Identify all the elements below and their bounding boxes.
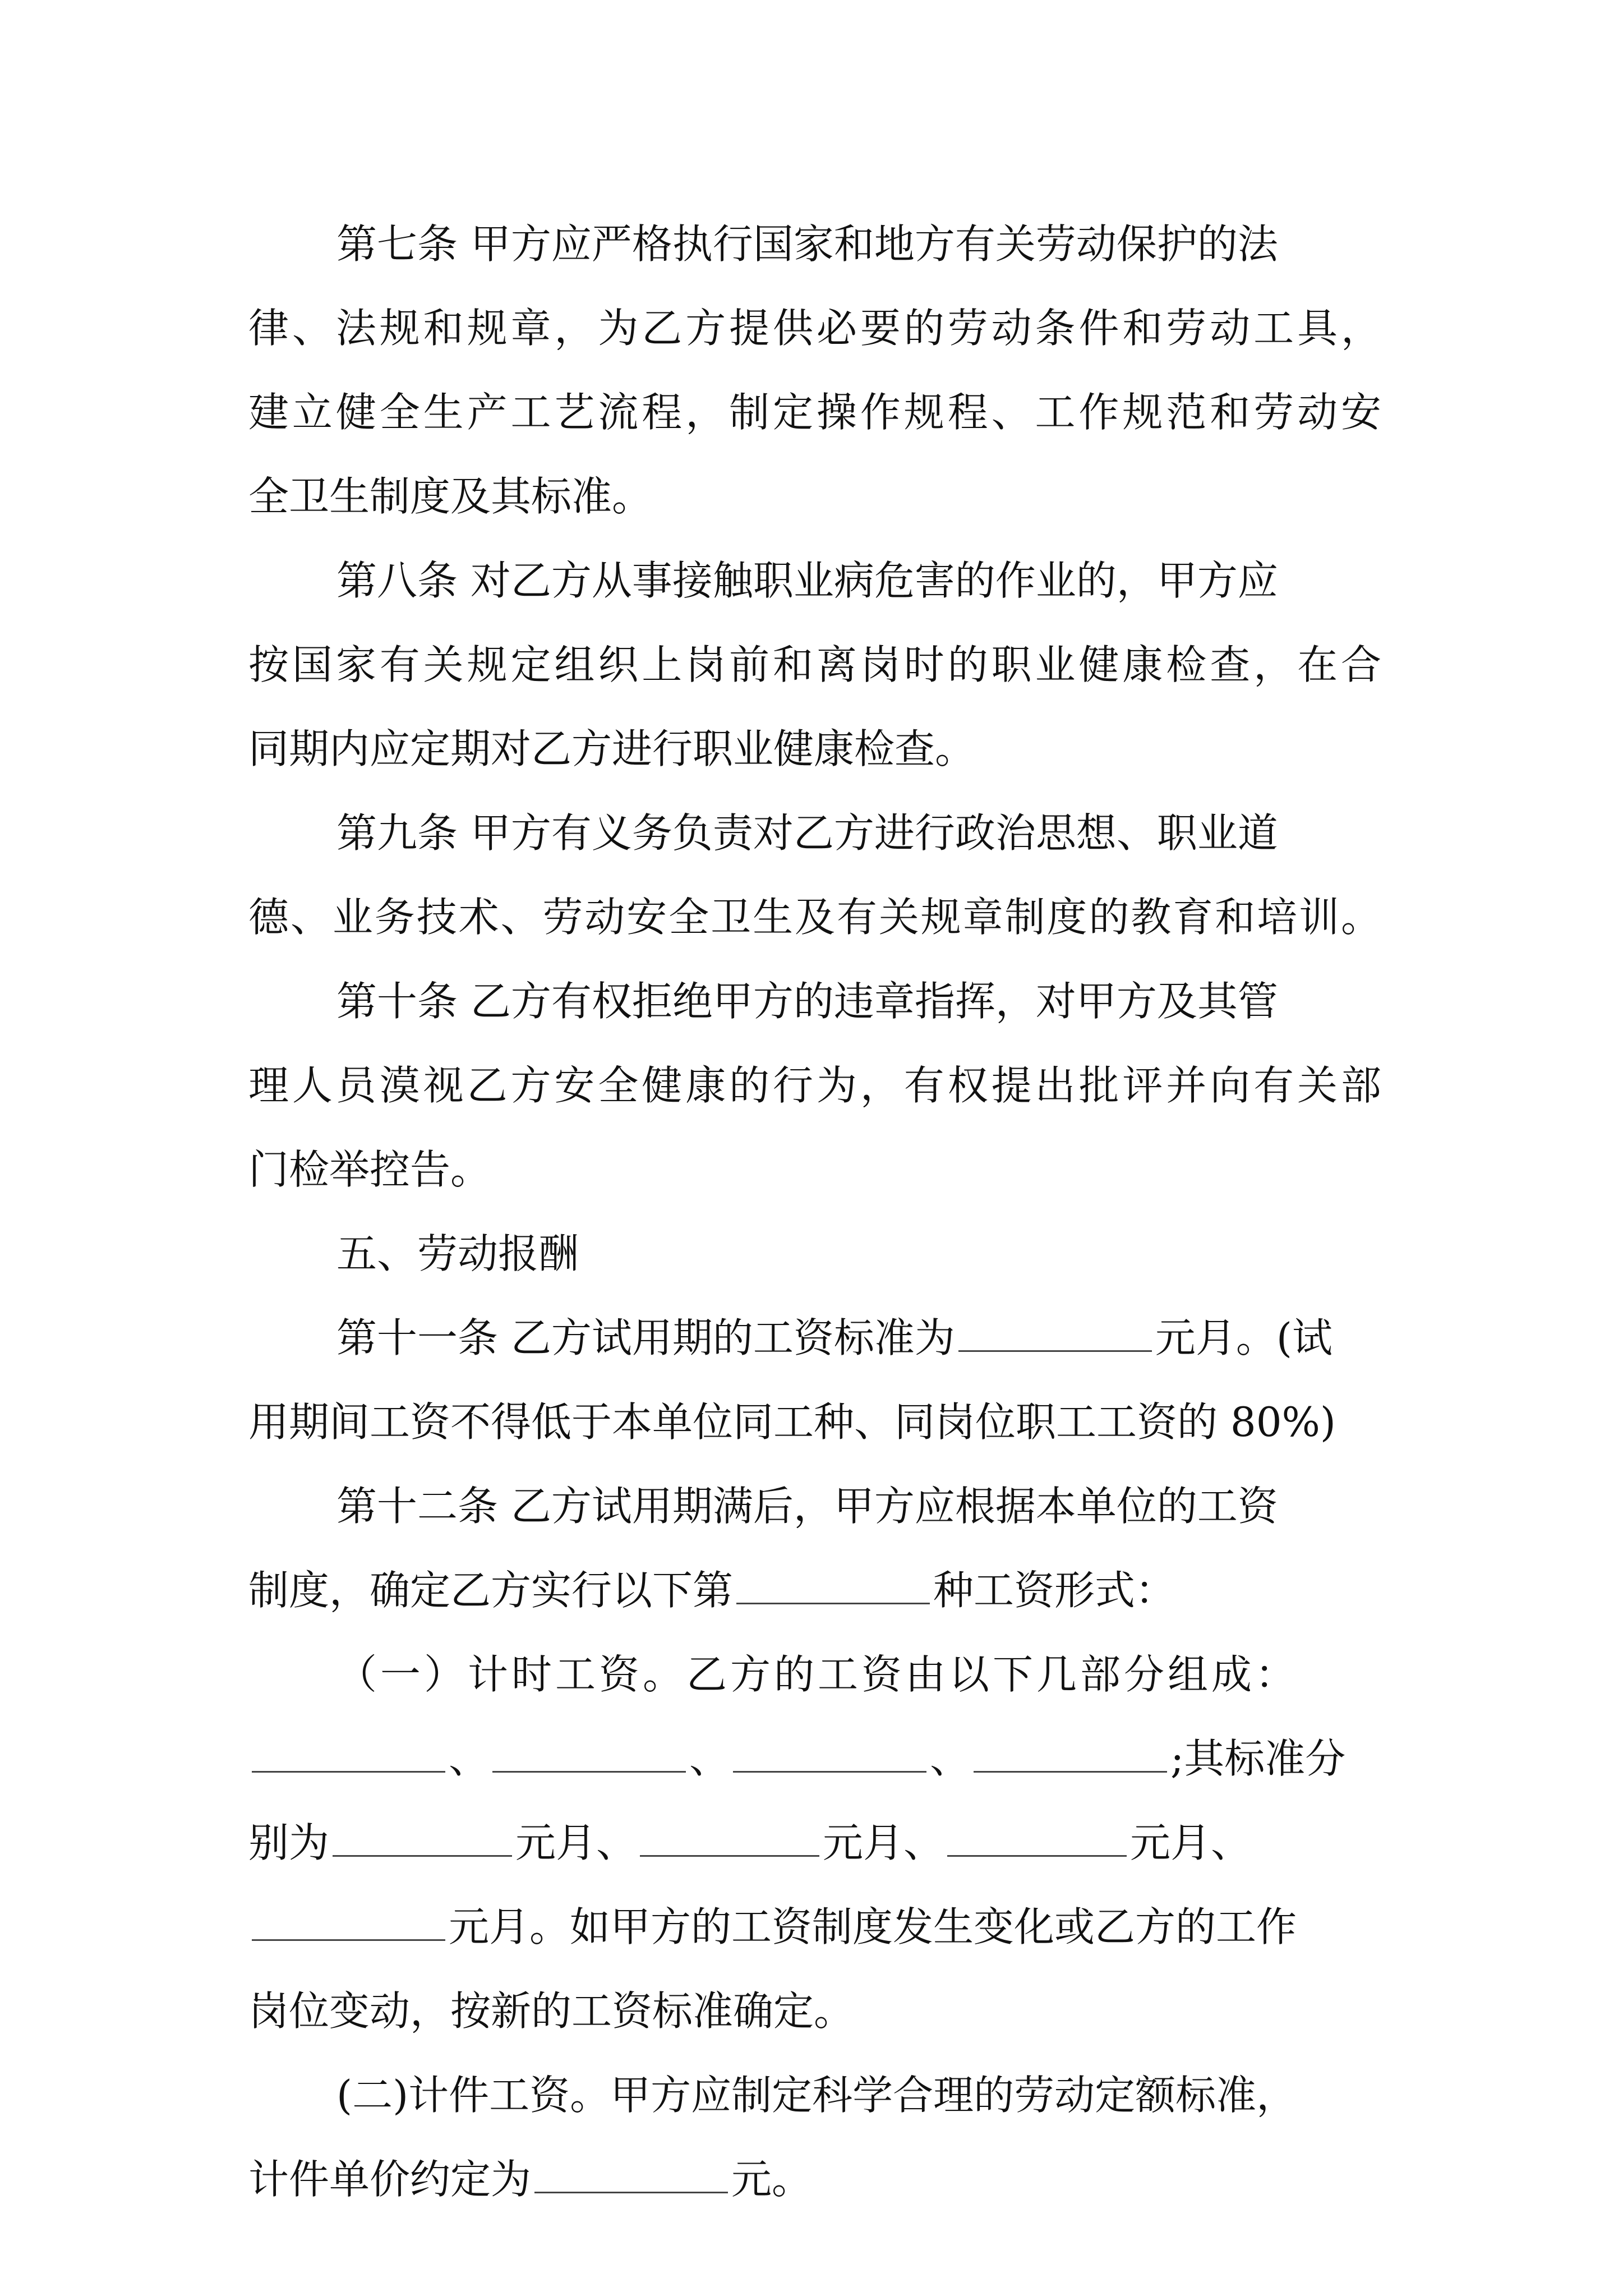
unit-text: 元月、 [1130, 1819, 1252, 1866]
article-11-line-2: 用期间工资不得低于本单位同工种、同岗位职工工资的 80%) [248, 1398, 1336, 1446]
article-9-line-1: 第九条 甲方有义务负责对乙方进行政治思想、职业道 [336, 809, 1278, 857]
article-8-line-3: 同期内应定期对乙方进行职业健康检查。 [248, 725, 976, 772]
wage-component-1-blank[interactable] [252, 1734, 445, 1773]
hourly-wage-line-1: （一）计时工资。乙方的工资由以下几部分组成： [336, 1651, 1299, 1698]
wage-amount-4-blank[interactable] [252, 1903, 445, 1941]
article-10-line-1: 第十条 乙方有权拒绝甲方的违章指挥，对甲方及其管 [336, 978, 1278, 1025]
respectively-text: 别为 [248, 1819, 330, 1866]
unit-text: 元月、 [823, 1819, 944, 1866]
piece-wage-line-2 [248, 2137, 1381, 2221]
wage-component-2-blank[interactable] [492, 1734, 686, 1773]
article-11-text: 第十一条 乙方试用期的工资标准为 [336, 1314, 955, 1361]
piece-rate-text: 计件单价约定为 [248, 2156, 532, 2203]
piece-rate-blank[interactable] [534, 2155, 728, 2193]
separator: 、 [449, 1735, 490, 1782]
unit-text: 元月、 [515, 1819, 637, 1866]
article-11-line-1 [336, 1296, 1469, 1380]
piece-rate-unit: 元。 [731, 2156, 813, 2203]
article-11-unit: 元月。(试 [1155, 1314, 1332, 1361]
wage-amount-1-blank[interactable] [333, 1819, 512, 1857]
wage-component-3-blank[interactable] [733, 1734, 926, 1773]
article-7-line-2: 律、法规和规章，为乙方提供必要的劳动条件和劳动工具， [248, 305, 1381, 352]
article-8-line-1: 第八条 对乙方从事接触职业病危害的作业的，甲方应 [336, 557, 1278, 604]
wage-amount-3-blank[interactable] [947, 1819, 1127, 1857]
article-12-line-2 [248, 1548, 1381, 1632]
hourly-wage-line-2 [248, 1717, 1381, 1801]
wage-form-blank[interactable] [736, 1566, 930, 1604]
wage-component-4-blank[interactable] [974, 1734, 1167, 1773]
article-12-line-1: 第十二条 乙方试用期满后，甲方应根据本单位的工资 [336, 1483, 1278, 1530]
hourly-wage-line-3 [248, 1801, 1381, 1885]
separator: 、 [930, 1735, 971, 1782]
article-12-text-end: 种工资形式： [933, 1567, 1176, 1614]
article-7-line-4: 全卫生制度及其标准。 [248, 473, 653, 520]
section-5-heading: 五、劳动报酬 [336, 1230, 579, 1277]
article-12-text: 制度，确定乙方实行以下第 [248, 1567, 734, 1614]
article-10-line-3: 门检举控告。 [248, 1146, 491, 1193]
hourly-wage-text: 元月。如甲方的工资制度发生变化或乙方的工作 [449, 1903, 1297, 1950]
article-7-line-1: 第七条 甲方应严格执行国家和地方有关劳动保护的法 [336, 220, 1278, 268]
trial-wage-blank[interactable] [958, 1314, 1152, 1352]
wage-amount-2-blank[interactable] [640, 1819, 819, 1857]
hourly-wage-line-4 [248, 1885, 1381, 1969]
article-10-line-2: 理人员漠视乙方安全健康的行为，有权提出批评并向有关部 [248, 1062, 1381, 1109]
article-9-line-2: 德、业务技术、劳动安全卫生及有关规章制度的教育和培训。 [248, 894, 1381, 941]
standard-text: ;其标准分 [1170, 1735, 1346, 1782]
piece-wage-line-1: (二)计件工资。甲方应制定科学合理的劳动定额标准， [336, 2072, 1297, 2119]
article-7-line-3: 建立健全生产工艺流程，制定操作规程、工作规范和劳动安 [248, 389, 1381, 436]
hourly-wage-line-5: 岗位变动，按新的工资标准确定。 [248, 1987, 855, 2035]
separator: 、 [689, 1735, 730, 1782]
article-8-line-2: 按国家有关规定组织上岗前和离岗时的职业健康检查，在合 [248, 641, 1381, 688]
